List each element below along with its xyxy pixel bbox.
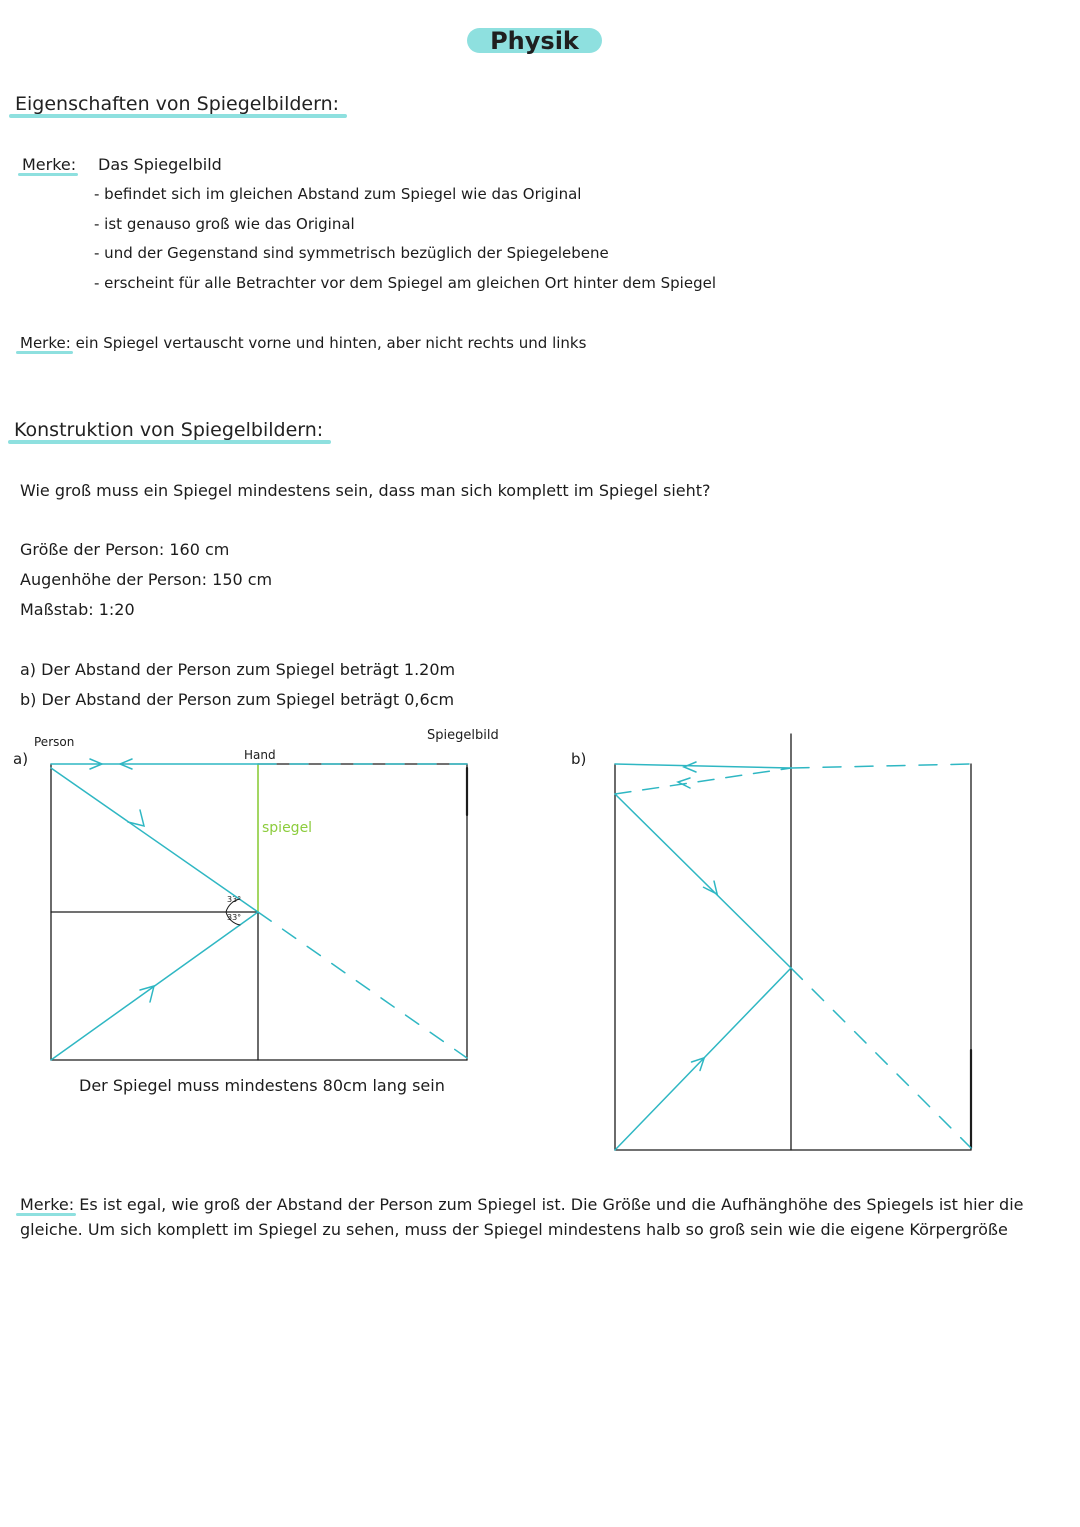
question-text: Wie groß muss ein Spiegel mindestens sein, dass man sich komplett im Spiegel sieht? bbox=[20, 481, 711, 500]
angle-label-bottom: 33° bbox=[227, 913, 242, 922]
result-text: Der Spiegel muss mindestens 80cm lang sein bbox=[79, 1076, 445, 1095]
incident-ray-b bbox=[615, 968, 791, 1150]
merke-label: Merke: bbox=[20, 1195, 75, 1214]
virtual-ray-top-b bbox=[791, 764, 971, 768]
list-item: - ist genauso groß wie das Original bbox=[94, 215, 355, 233]
reflected-ray-b bbox=[615, 794, 791, 968]
arrow-b-left bbox=[684, 762, 696, 772]
mirror-image-label: Spiegelbild bbox=[427, 728, 499, 743]
list-item: - befindet sich im gleichen Abstand zum Spiegel wie das Original bbox=[94, 185, 582, 203]
task-item: b) Der Abstand der Person zum Spiegel beträgt 0,6cm bbox=[20, 690, 455, 709]
conclusion-line-1 bbox=[20, 1195, 1024, 1214]
angle-label-top: 33° bbox=[227, 895, 242, 904]
virtual-ray bbox=[258, 912, 467, 1058]
list-item: - und der Gegenstand sind symmetrisch bezüglich der Spiegelebene bbox=[94, 244, 609, 262]
mirror-label: spiegel bbox=[262, 820, 313, 836]
conclusion-text-1: Es ist egal, wie groß der Abstand der Person zum Spiegel ist. Die Größe und die Aufhänghöhe des Spiegels ist hier die bbox=[79, 1195, 1024, 1214]
merke-label: Merke: bbox=[22, 155, 77, 174]
merke-intro: Das Spiegelbild bbox=[98, 155, 222, 174]
given-item: Augenhöhe der Person: 150 cm bbox=[20, 570, 273, 589]
task-item: a) Der Abstand der Person zum Spiegel beträgt 1.20m bbox=[20, 660, 456, 679]
section-heading-eigenschaften: Eigenschaften von Spiegelbildern: bbox=[15, 93, 340, 115]
virtual-ray-b bbox=[791, 968, 971, 1148]
diagram-a-label: a) bbox=[13, 750, 29, 768]
merke-note-text: ein Spiegel vertauscht vorne und hinten, aber nicht rechts und links bbox=[75, 334, 587, 352]
conclusion-line-2: gleiche. Um sich komplett im Spiegel zu sehen, muss der Spiegel mindestens halb so groß sein wie die eigene Körpergröße bbox=[20, 1220, 1008, 1239]
list-item: - erscheint für alle Betrachter vor dem Spiegel am gleichen Ort hinter dem Spiegel bbox=[94, 274, 716, 292]
diagram-b-label: b) bbox=[571, 750, 587, 768]
subject-badge: Physik bbox=[467, 28, 602, 53]
arrow-b-up bbox=[704, 880, 722, 898]
person-label: Person bbox=[34, 735, 75, 749]
hand-reflect-b bbox=[615, 768, 791, 794]
given-item: Maßstab: 1:20 bbox=[20, 600, 135, 619]
diagram-b bbox=[615, 734, 971, 1150]
given-item: Größe der Person: 160 cm bbox=[20, 540, 230, 559]
merke-label: Merke: bbox=[20, 334, 71, 352]
arrow-b-left2 bbox=[678, 778, 690, 788]
hand-ray-b bbox=[615, 764, 791, 768]
section-heading-konstruktion: Konstruktion von Spiegelbildern: bbox=[14, 419, 324, 441]
reflected-ray-top bbox=[51, 768, 258, 912]
hand-label: Hand bbox=[244, 748, 276, 762]
